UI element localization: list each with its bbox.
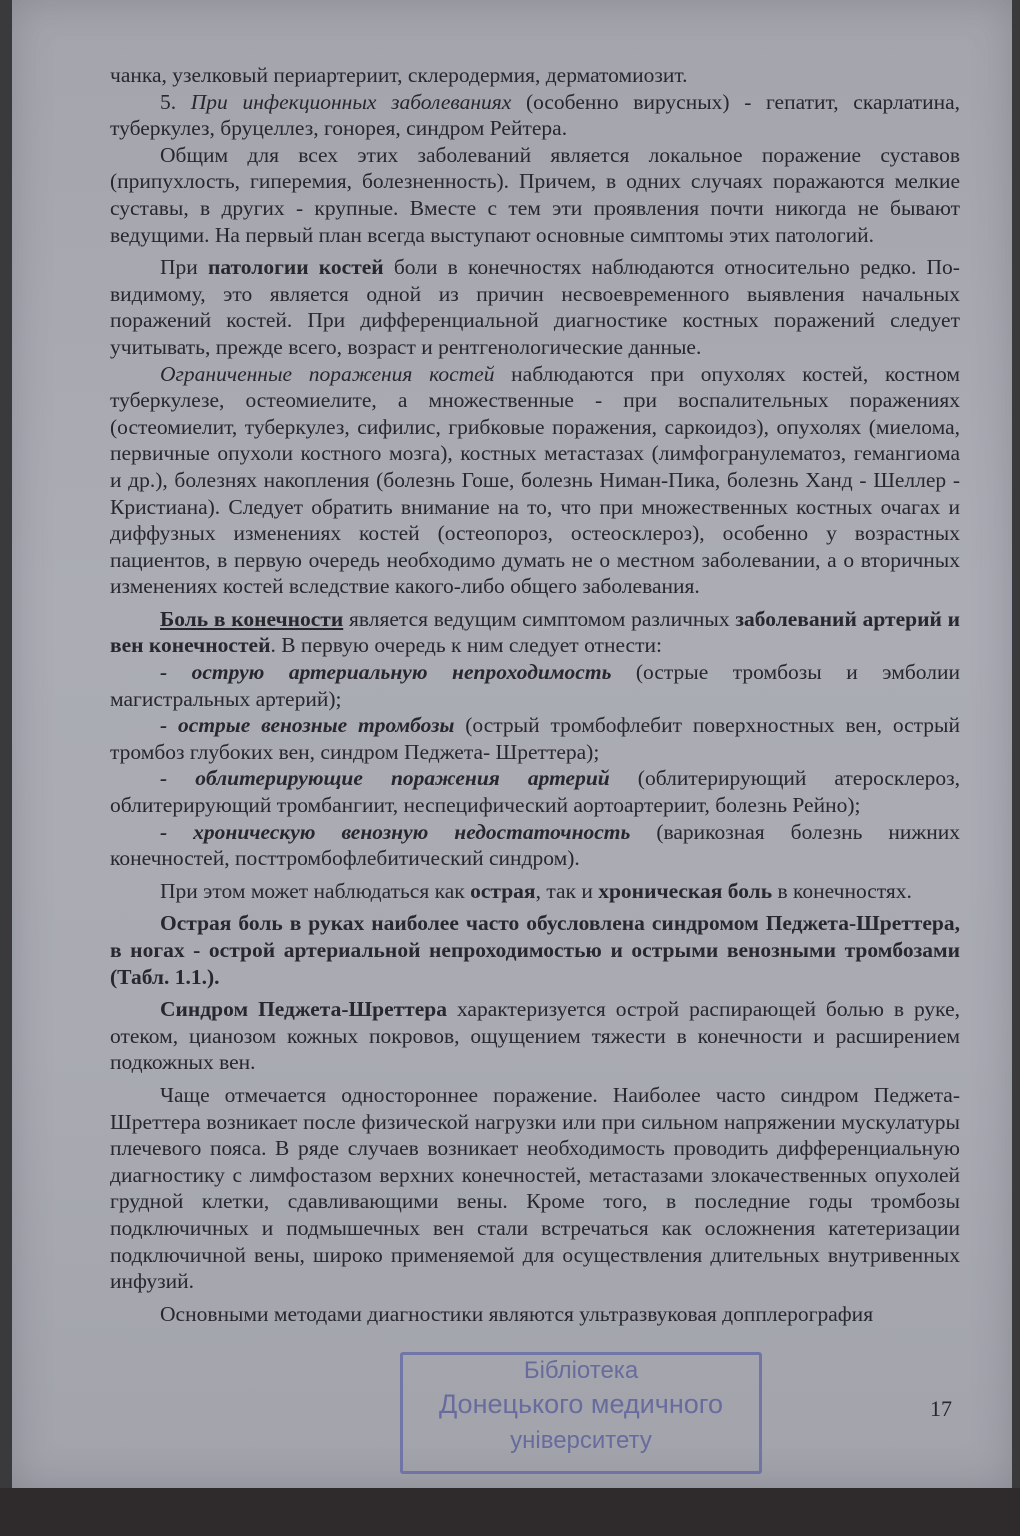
- bold-term: заболеваний артерий и вен конечностей: [110, 606, 960, 658]
- list-item: [110, 765, 960, 818]
- item-number: 5.: [160, 89, 191, 114]
- library-stamp: [400, 1352, 762, 1474]
- paragraph-unilateral: Чаще отмечается одностороннее поражение. Наиболее часто синдром Педжета-Шреттера возникает после физической нагрузки или при сильном напряжении мускулатуры плечевого пояса. В ряде случаев возникает необходимость проводить дифференциальную диагностику с лимфостазом верхних конечностей, метастазами злокачественных опухолей грудной клетки, сдавливающими вены. Кроме того, в последние годы тромбозы подключичных и подмышечных вен стали встречаться как осложнения катетеризации подключичной вены, широко применяемой для осуществления длительных внутривенных инфузий.: [110, 1082, 960, 1294]
- paragraph-general: Общим для всех этих заболеваний является локальное поражение суставов (припухлость, гиперемия, болезненность). Причем, в одних случаях поражаются мелкие суставы, в других - крупные. Вместе с тем эти проявления почти никогда не бывают ведущими. На первый план всегда выступают основные симптомы этих патологий.: [110, 142, 960, 247]
- list-text: (варикозная болезнь нижних конечностей, посттромбофлебитический синдром).: [110, 819, 960, 871]
- list-item: [110, 659, 960, 712]
- text-line: чанка, узелковый периартериит, склеродермия, дерматомиозит.: [110, 63, 688, 87]
- paragraph-bones: [110, 254, 960, 360]
- italic-term: При инфекционных заболеваниях: [190, 89, 512, 114]
- paragraph-text: в конечностях.: [772, 878, 912, 903]
- list-term: - облитерирующие поражения артерий: [160, 766, 610, 791]
- bold-term: острая: [470, 878, 536, 903]
- list-item: [110, 712, 960, 765]
- bold-term: патологии костей: [207, 255, 384, 280]
- bold-term: Синдром Педжета-Шреттера: [160, 997, 447, 1022]
- paragraph-text: боли в конечностях наблюдаются относительно редко. По-видимому, это является одной из причин несвоевременного выявления начальных поражений костей. При дифференциальной диагностике костных поражений следует учитывать, прежде всего, возраст и рентгенологические данные.: [110, 255, 960, 359]
- stamp-line-1: Бібліотека: [523, 1357, 639, 1384]
- paragraph-limb-pain: [110, 606, 960, 659]
- paragraph-syndrome: [110, 996, 960, 1076]
- list-text: (острый тромбофлебит поверхностных вен, острый тромбоз глубоких вен, синдром Педжета- Шреттера);: [110, 713, 961, 764]
- underlined-term: Боль в конечности: [160, 606, 344, 631]
- paragraph-text: характеризуется острой распирающей болью в руке, отеком, цианозом кожных покровов, ощущением тяжести в конечности и расширением подкожных вен.: [110, 997, 961, 1075]
- list-text: (облитерирующий атеросклероз, облитерирующий тромбангиит, неспецифический аортоартериит, болезнь Рейно);: [110, 766, 960, 818]
- paragraph-diagnostics: Основными методами диагностики являются ультразвуковая допплерография: [160, 1301, 874, 1326]
- paragraph-limited-lesions: [110, 361, 960, 600]
- page-number: 17: [930, 1396, 952, 1421]
- stamp-line-3: університету: [510, 1427, 652, 1454]
- background-edge: [0, 1488, 1020, 1536]
- paragraph-text: При этом может наблюдаться как: [160, 878, 471, 903]
- italic-term: Ограниченные поражения костей: [160, 361, 495, 386]
- list-item: [110, 819, 960, 872]
- paragraph-pain-types: [110, 878, 960, 905]
- book-page: [12, 0, 1012, 1490]
- paragraph-text: является ведущим симптомом различных: [343, 606, 736, 631]
- body-text: [110, 62, 960, 1327]
- stamp-line-2: Донецького медичного: [438, 1389, 724, 1419]
- list-term: - острые венозные тромбозы: [160, 713, 455, 738]
- paragraph-text: , так и: [535, 878, 599, 903]
- paragraph-acute-pain: Острая боль в руках наиболее часто обусловлена синдромом Педжета-Шреттера, в ногах - острой артериальной непроходимостью и острыми венозными тромбозами (Табл. 1.1.).: [110, 911, 960, 989]
- paragraph-text: . В первую очередь к ним следует отнести:: [270, 633, 662, 658]
- list-text: (острые тромбозы и эмболии магистральных артерий);: [110, 660, 960, 711]
- paragraph-text: (особенно вирусных) - гепатит, скарлатина, туберкулез, бруцеллез, гонорея, синдром Рейтера.: [110, 89, 961, 141]
- paragraph-text: При: [160, 255, 208, 280]
- bold-term: хроническая боль: [598, 878, 773, 903]
- paragraph-infections: [110, 89, 960, 142]
- paragraph-text: наблюдаются при опухолях костей, костном туберкулезе, остеомиелите, а множественные - при воспалительных поражениях (остеомиелит, туберкулез, сифилис, грибковые поражения, саркоидоз), опухолях (миелома, первичные опухоли костного мозга), костных метастазах (лимфогранулематоз, гемангиома и др.), болезнях накопления (болезнь Гоше, болезнь Ниман-Пика, болезнь Ханд - Шеллер - Кристиана). Следует обратить внимание на то, что при множественных костных очагах и диффузных изменениях костей (остеопороз, остеосклероз), особенно у возрастных пациентов, в первую очередь необходимо думать не о местном заболевании, а о вторичных изменениях костей вследствие какого-либо общего заболевания.: [110, 361, 960, 599]
- list-term: - хроническую венозную недостаточность: [160, 819, 631, 844]
- list-term: - острую артериальную непроходимость: [160, 660, 612, 685]
- paragraph-1: [110, 62, 960, 89]
